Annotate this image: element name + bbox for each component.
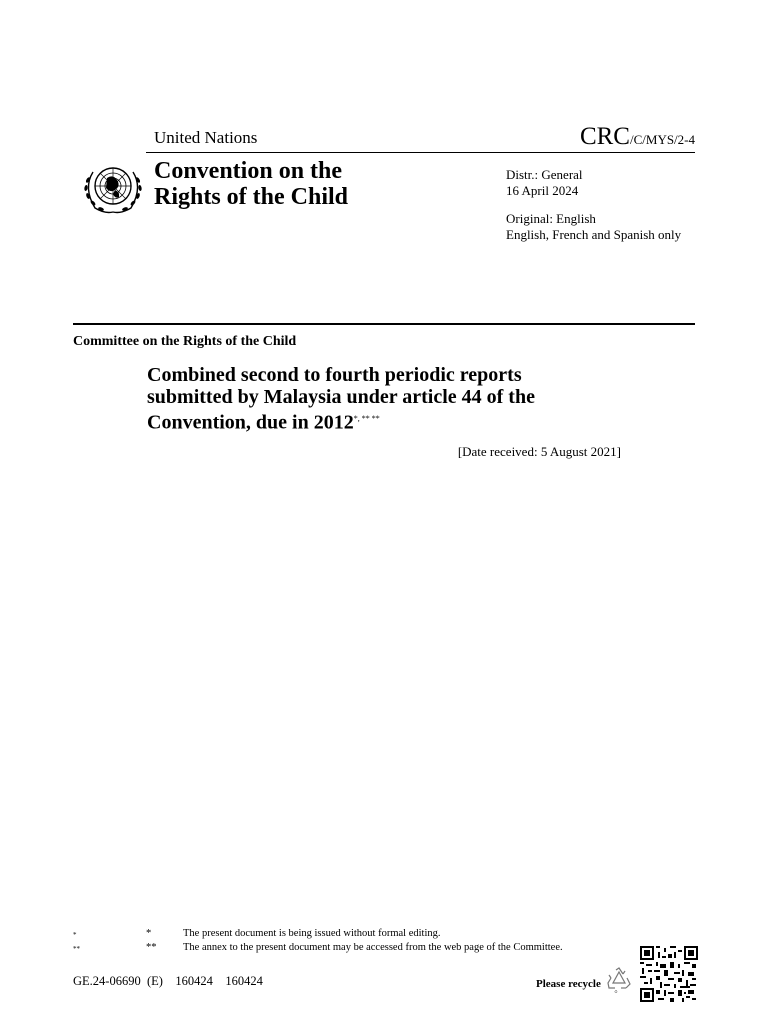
symbol-suffix: /C/MYS/2-4 (629, 132, 695, 147)
report-title (147, 364, 617, 434)
footnote-marker: ** (371, 414, 380, 423)
symbol-main: CRC (579, 123, 630, 150)
report-title-line1: Combined second to fourth periodic reports (147, 364, 522, 386)
job-number: GE.24-06690 (E) 160424 160424 (73, 974, 263, 988)
footnote-2-text: The annex to the present document may be accessed from the web page of the Committee. (183, 942, 563, 953)
section-rule (73, 323, 695, 325)
footnote-2 (73, 942, 80, 956)
convention-title (154, 158, 348, 210)
report-title-line3-text: Convention, due in 2012 (147, 411, 354, 434)
recycle-icon (606, 966, 632, 994)
distribution-block (506, 167, 681, 243)
footnote-1-mark: * (146, 928, 152, 939)
convention-title-line2: Rights of the Child (154, 184, 349, 210)
footnote-2-mark: ** (146, 942, 157, 953)
convention-title-line1: Convention on the (154, 158, 343, 184)
languages: English, French and Spanish only (506, 227, 682, 242)
date-received: [Date received: 5 August 2021] (457, 444, 621, 459)
footnote-marker-small: *, ** (353, 414, 370, 423)
report-title-line2: submitted by Malaysia under article 44 of the (147, 386, 535, 408)
footnote-1-small-mark: * (73, 931, 77, 939)
document-symbol (580, 123, 695, 151)
footnote-1 (73, 928, 77, 942)
please-recycle: Please recycle (536, 978, 601, 990)
org-name: United Nations (154, 128, 258, 147)
qr-code-icon (640, 946, 698, 1002)
original-language: Original: English (506, 211, 596, 226)
report-title-line3 (147, 408, 617, 434)
footnote-markers (354, 414, 380, 423)
footnote-2-small-mark: ** (73, 945, 80, 953)
svg-text:♻: ♻ (614, 989, 618, 994)
issue-date: 16 April 2024 (506, 183, 579, 198)
distribution: Distr.: General (506, 167, 583, 182)
header-rule (146, 152, 695, 153)
committee-name: Committee on the Rights of the Child (73, 334, 297, 349)
un-emblem-icon (77, 160, 149, 216)
footnote-1-text: The present document is being issued without formal editing. (183, 928, 441, 939)
